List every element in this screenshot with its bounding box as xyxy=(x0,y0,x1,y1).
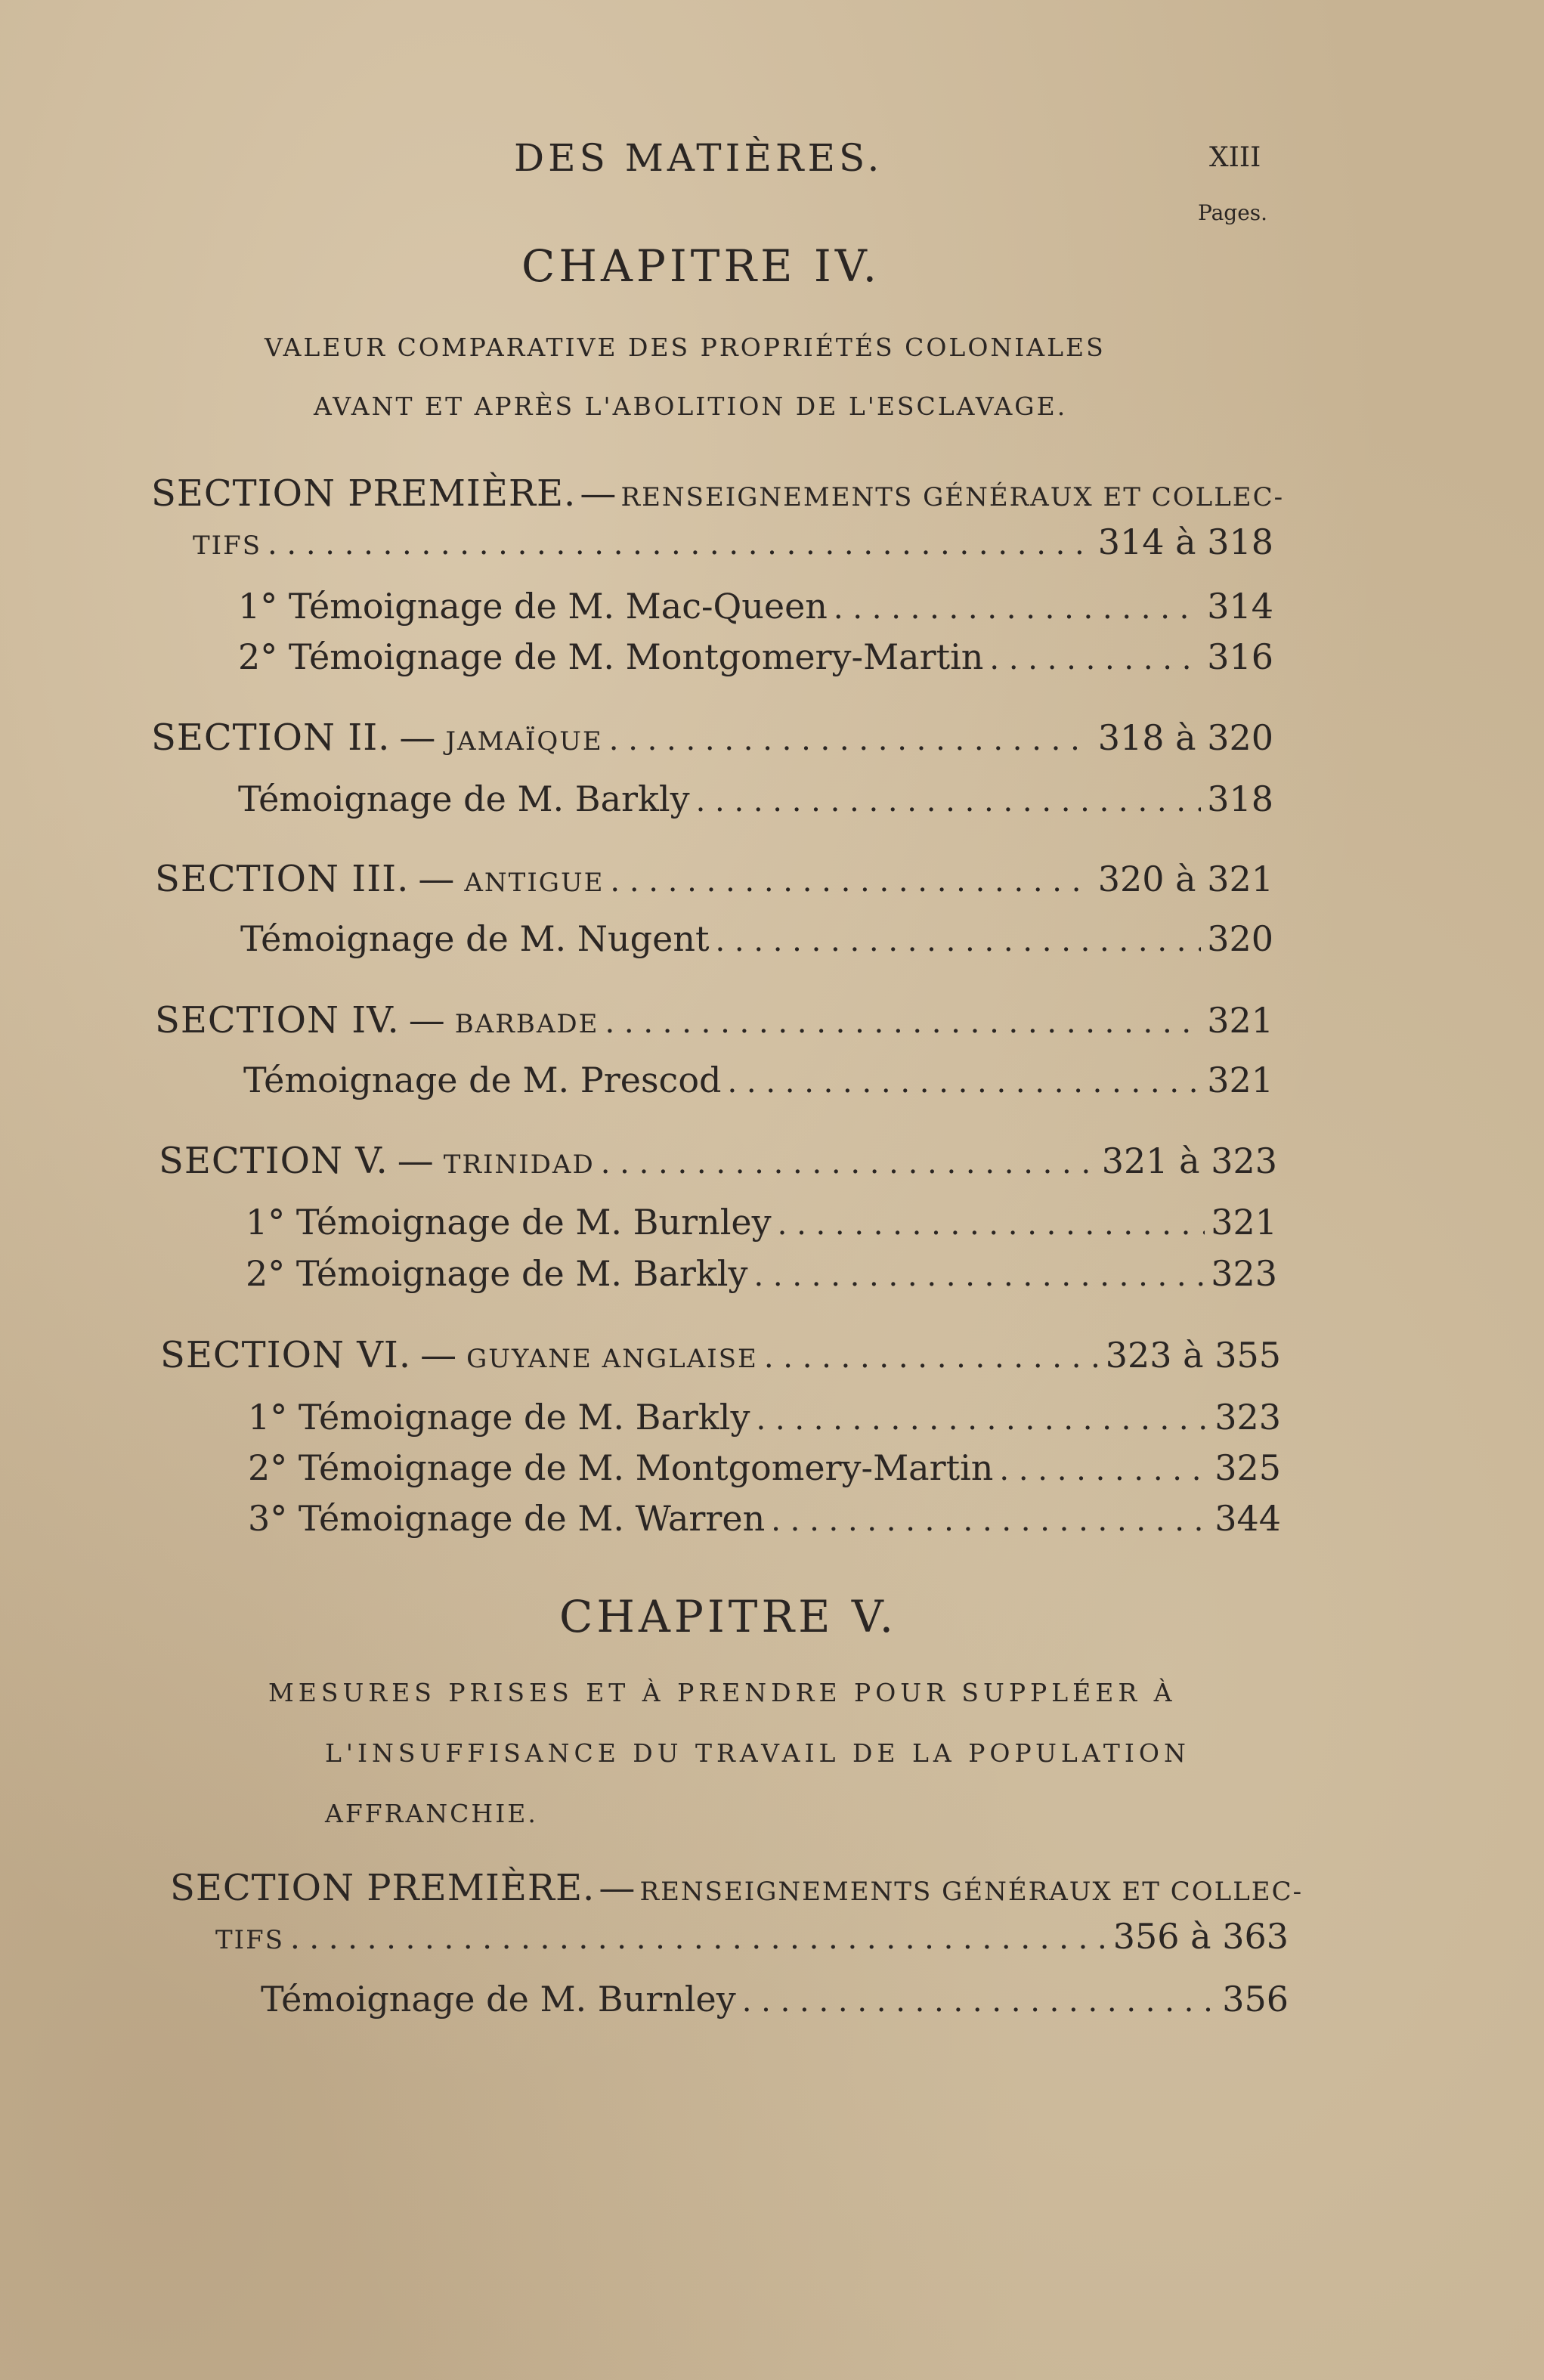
entry-text: Témoignage de M. Nugent xyxy=(240,918,710,959)
leader-dots xyxy=(753,1253,1205,1294)
chapter-subtitle-line: L'INSUFFISANCE DU TRAVAIL DE LA POPULATION xyxy=(325,1738,1190,1768)
toc-row xyxy=(193,521,1273,562)
toc-row xyxy=(240,918,1273,959)
chapter-subtitle-line: VALEUR COMPARATIVE DES PROPRIÉTÉS COLONIALES xyxy=(265,333,1106,362)
page-range: 356 à 363 xyxy=(1112,1916,1289,1957)
section-heading xyxy=(151,472,1284,515)
page-range: 321 à 323 xyxy=(1101,1140,1277,1181)
entry-text: Témoignage de M. Burnley xyxy=(261,1979,736,2019)
chapter-title: CHAPITRE IV. xyxy=(521,240,881,292)
leader-dots xyxy=(756,1397,1208,1438)
leader-dots xyxy=(609,717,1092,758)
leader-dots xyxy=(605,1000,1202,1041)
entry-text: 1° Témoignage de M. Barkly xyxy=(248,1397,750,1438)
section-title: JAMAÏQUE xyxy=(445,726,603,757)
section-heading xyxy=(170,1867,1303,1909)
entry-text: 1° Témoignage de M. Burnley xyxy=(246,1202,772,1243)
section-title: TRINIDAD xyxy=(443,1150,595,1180)
section-dash: — xyxy=(599,1867,636,1909)
toc-row xyxy=(155,999,1273,1041)
chapter-subtitle-line: AVANT ET APRÈS L'ABOLITION DE L'ESCLAVAGE. xyxy=(314,392,1068,421)
toc-row xyxy=(248,1498,1281,1539)
page-number: XIII xyxy=(1209,142,1261,173)
section-dash: — xyxy=(580,472,617,515)
toc-row xyxy=(155,858,1273,900)
chapter-subtitle-line: MESURES PRISES ET À PRENDRE POUR SUPPLÉER À xyxy=(268,1678,1177,1707)
page-range: 318 à 320 xyxy=(1097,717,1273,758)
section-label: SECTION III. xyxy=(155,858,410,900)
page-range: 323 à 355 xyxy=(1105,1335,1281,1376)
leader-dots xyxy=(727,1060,1201,1100)
entry-page: 314 xyxy=(1207,586,1273,627)
chapter-title: CHAPITRE V. xyxy=(559,1591,898,1642)
running-header-title: DES MATIÈRES. xyxy=(514,136,883,180)
leader-dots xyxy=(778,1202,1205,1243)
section-title: BARBADE xyxy=(454,1009,599,1039)
page-range: 320 à 321 xyxy=(1097,859,1273,899)
leader-dots xyxy=(764,1335,1100,1376)
section-label: SECTION PREMIÈRE. xyxy=(170,1867,596,1909)
section-label: SECTION IV. xyxy=(155,999,400,1041)
entry-page: 344 xyxy=(1214,1498,1281,1539)
entry-page: 321 xyxy=(1211,1202,1277,1243)
section-dash: — xyxy=(420,1334,458,1376)
section-dash: — xyxy=(399,716,437,759)
toc-row xyxy=(238,586,1273,627)
section-title-continuation: TIFS xyxy=(215,1925,284,1955)
section-label: SECTION PREMIÈRE. xyxy=(151,472,577,515)
section-dash: — xyxy=(397,1140,435,1182)
leader-dots xyxy=(715,918,1201,959)
toc-row xyxy=(160,1334,1281,1376)
entry-page: 320 xyxy=(1207,918,1273,959)
leader-dots xyxy=(999,1447,1208,1488)
section-dash: — xyxy=(408,999,446,1041)
entry-page: 321 xyxy=(1207,1060,1273,1100)
entry-text: 3° Témoignage de M. Warren xyxy=(248,1498,766,1539)
leader-dots xyxy=(601,1140,1096,1181)
entry-text: Témoignage de M. Prescod xyxy=(243,1060,722,1100)
section-label: SECTION V. xyxy=(159,1140,388,1182)
entry-text: 2° Témoignage de M. Montgomery-Martin xyxy=(248,1447,994,1488)
entry-page: 325 xyxy=(1214,1447,1281,1488)
toc-row xyxy=(238,636,1273,677)
toc-row xyxy=(215,1916,1289,1957)
leader-dots xyxy=(696,778,1202,819)
entry-text: 2° Témoignage de M. Barkly xyxy=(246,1253,748,1294)
section-title: RENSEIGNEMENTS GÉNÉRAUX ET COLLEC- xyxy=(639,1877,1304,1907)
toc-row xyxy=(243,1060,1273,1100)
section-label: SECTION VI. xyxy=(160,1334,412,1376)
toc-row xyxy=(248,1447,1281,1488)
leader-dots xyxy=(290,1916,1107,1957)
entry-page: 318 xyxy=(1207,778,1273,819)
entry-text: 2° Témoignage de M. Montgomery-Martin xyxy=(238,636,984,677)
entry-page: 323 xyxy=(1214,1397,1281,1438)
entry-page: 316 xyxy=(1207,636,1273,677)
section-dash: — xyxy=(418,858,456,900)
leader-dots xyxy=(742,1979,1216,2019)
section-title: ANTIGUE xyxy=(464,868,605,898)
chapter-subtitle-line: AFFRANCHIE. xyxy=(325,1799,538,1828)
toc-row xyxy=(159,1140,1277,1182)
entry-text: Témoignage de M. Barkly xyxy=(238,778,690,819)
entry-page: 323 xyxy=(1211,1253,1277,1294)
toc-row xyxy=(261,1979,1289,2019)
leader-dots xyxy=(610,859,1091,899)
page-range: 314 à 318 xyxy=(1097,521,1273,562)
page-range: 321 xyxy=(1207,1000,1273,1041)
section-title: RENSEIGNEMENTS GÉNÉRAUX ET COLLEC- xyxy=(620,482,1285,512)
toc-row xyxy=(151,716,1273,759)
toc-row xyxy=(246,1253,1277,1294)
leader-dots xyxy=(268,521,1092,562)
toc-row xyxy=(248,1397,1281,1438)
toc-row xyxy=(238,778,1273,819)
toc-row xyxy=(246,1202,1277,1243)
leader-dots xyxy=(834,586,1201,627)
entry-text: 1° Témoignage de M. Mac-Queen xyxy=(238,586,828,627)
leader-dots xyxy=(771,1498,1208,1539)
section-label: SECTION II. xyxy=(151,716,391,759)
pages-column-label: Pages. xyxy=(1198,200,1268,225)
section-title-continuation: TIFS xyxy=(193,531,261,561)
leader-dots xyxy=(989,636,1201,677)
entry-page: 356 xyxy=(1222,1979,1289,2019)
section-title: GUYANE ANGLAISE xyxy=(466,1344,758,1374)
